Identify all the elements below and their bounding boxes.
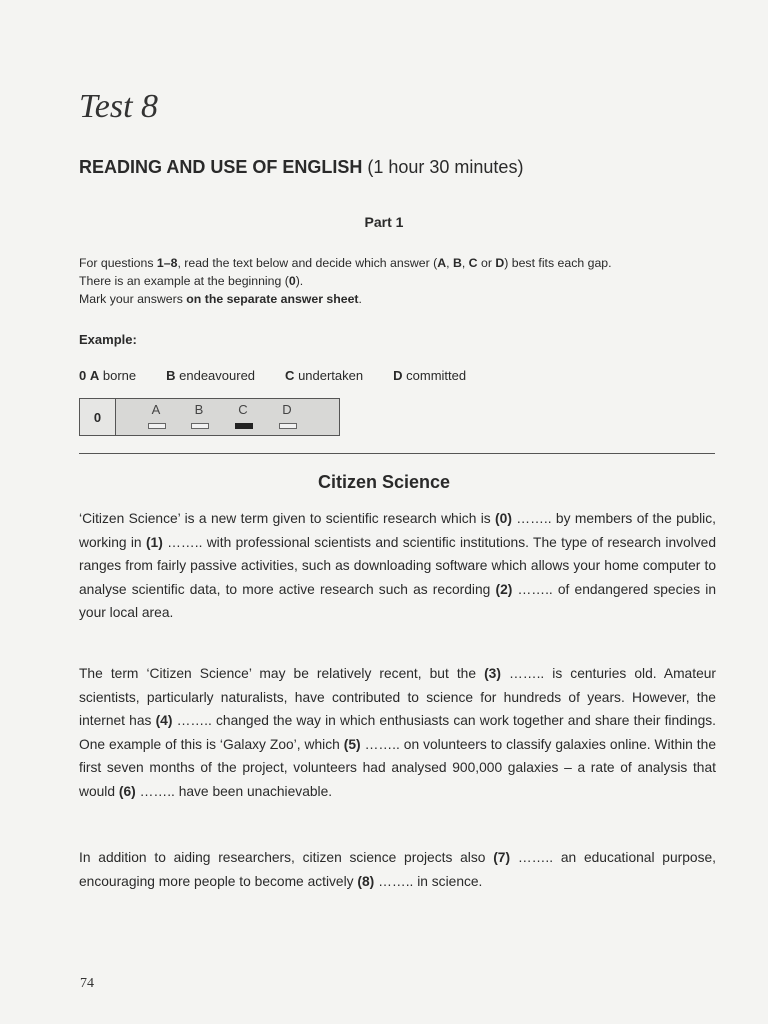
gap-6: (6) xyxy=(118,783,136,799)
paragraph-3 xyxy=(79,846,716,893)
gap-4: (4) xyxy=(155,713,173,728)
gap-5: (5) xyxy=(343,736,361,752)
option-letter: C xyxy=(285,368,295,383)
instructions-line-2 xyxy=(79,272,719,290)
para-text: …….. an educational purpose, encouraging more people to become actively xyxy=(79,850,716,889)
para-text: …….. is centuries old. Amateur scientists, particularly naturalists, have contributed to science for hundreds of years. However, the internet has xyxy=(79,666,717,728)
option-letter: D xyxy=(393,368,403,383)
instructions-line-3 xyxy=(79,290,719,308)
section-title xyxy=(79,157,523,178)
section-duration: (1 hour 30 minutes) xyxy=(362,157,524,177)
para-text: …….. have been unachievable. xyxy=(135,783,333,799)
example-label: Example: xyxy=(79,332,137,347)
instr-range: 1–8 xyxy=(156,256,178,270)
para-text: …….. of endangered species in your local area. xyxy=(79,581,716,620)
instr-text: , xyxy=(461,256,469,270)
instr-letter-d: D xyxy=(495,256,505,270)
instr-example-number: 0 xyxy=(288,274,296,288)
divider xyxy=(79,453,715,454)
option-a xyxy=(79,368,136,383)
para-text: …….. in science. xyxy=(374,873,483,889)
gap-3: (3) xyxy=(484,666,501,681)
para-text: The term ‘Citizen Science’ may be relatively recent, but the xyxy=(79,666,485,681)
gap-1: (1) xyxy=(145,534,163,550)
answer-box-number: 0 xyxy=(80,399,116,435)
gap-0: (0) xyxy=(495,511,512,526)
gap-7: (7) xyxy=(493,850,511,865)
answer-mark-a xyxy=(148,423,166,429)
option-text: undertaken xyxy=(298,368,364,383)
para-text: In addition to aiding researchers, citizen science projects also xyxy=(79,850,494,865)
instr-text: For questions xyxy=(79,256,157,270)
instr-text: . xyxy=(358,292,362,306)
answer-box-letters xyxy=(116,399,339,435)
option-text: endeavoured xyxy=(179,368,256,383)
answer-mark-d xyxy=(279,423,297,429)
option-letter: B xyxy=(166,368,176,383)
para-text: …….. with professional scientists and scientific institutions. The type of research involved ranges from fairly passive activities, such as downloading software which allows your home computer to analyse scientific data, to more active research such as recording xyxy=(79,534,716,597)
para-text: …….. changed the way in which enthusiasts can work together and share their findings. One example of this is ‘Galaxy Zoo’, which xyxy=(79,713,716,752)
option-letter: A xyxy=(89,368,100,383)
instr-text: There is an example at the beginning ( xyxy=(79,274,289,288)
paragraph-2 xyxy=(79,662,716,803)
instr-text: Mark your answers xyxy=(79,292,187,306)
test-title: Test 8 xyxy=(79,88,159,125)
page-number: 74 xyxy=(80,976,94,991)
part-heading: Part 1 xyxy=(364,214,404,230)
option-example-number: 0 xyxy=(79,368,87,383)
para-text: ‘Citizen Science’ is a new term given to scientific research which is xyxy=(79,511,496,526)
instructions-line-1 xyxy=(79,254,719,272)
section-name: READING AND USE OF ENGLISH xyxy=(79,157,363,177)
instr-text: , xyxy=(446,256,453,270)
para-text: …….. on volunteers to classify galaxies online. Within the first seven months of the project, volunteers had analysed 900,000 galaxies – a rate of analysis that would xyxy=(79,736,716,799)
paragraph-1 xyxy=(79,507,716,625)
instr-letter-b: B xyxy=(452,256,462,270)
para-text: …….. by members of the public, working in xyxy=(79,511,716,550)
option-c xyxy=(285,368,363,383)
answer-letter-b: B xyxy=(194,402,204,417)
option-text: borne xyxy=(102,368,137,383)
instructions xyxy=(79,254,719,308)
instr-answer-sheet: on the separate answer sheet xyxy=(186,292,359,306)
gap-2: (2) xyxy=(495,581,513,597)
option-d xyxy=(393,368,466,383)
answer-mark-b xyxy=(191,423,209,429)
instr-letter-c: C xyxy=(468,256,478,270)
instr-text: , read the text below and decide which answer ( xyxy=(177,256,438,270)
text-title: Citizen Science xyxy=(317,472,451,492)
answer-mark-c xyxy=(235,423,253,429)
instr-text: ). xyxy=(295,274,304,288)
answer-letter-a: A xyxy=(151,402,161,417)
instr-text: ) best fits each gap. xyxy=(504,256,612,270)
answer-letter-c: C xyxy=(238,402,248,417)
example-answer-box xyxy=(79,398,340,436)
example-options xyxy=(79,368,496,383)
gap-8: (8) xyxy=(357,873,375,889)
instr-letter-a: A xyxy=(437,256,447,270)
option-text: committed xyxy=(406,368,467,383)
instr-text: or xyxy=(477,256,496,270)
answer-letter-d: D xyxy=(282,402,292,417)
option-b xyxy=(166,368,255,383)
